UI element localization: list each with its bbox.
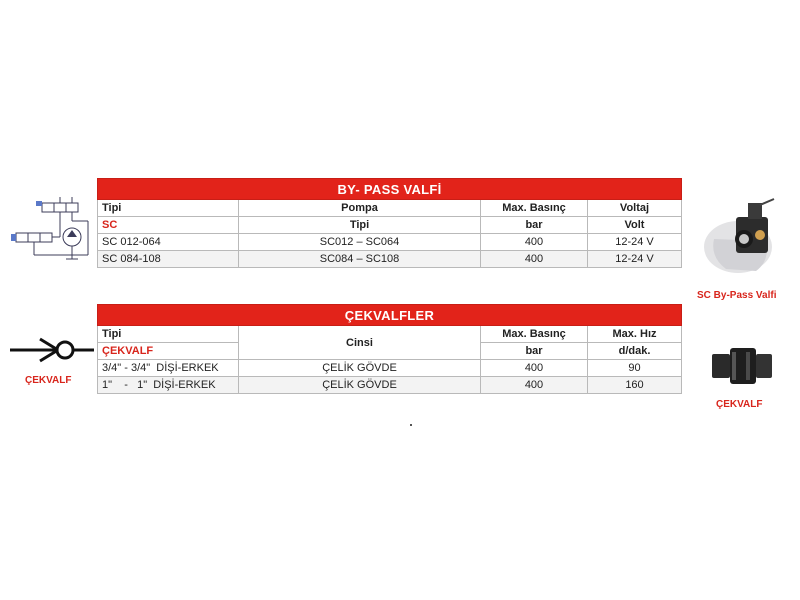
cell-basinc: 400 xyxy=(481,251,588,268)
cell-hiz: 160 xyxy=(588,377,682,394)
subheader-tipi: Tipi xyxy=(239,217,481,234)
table-row xyxy=(98,377,682,394)
cell-tipi: 1" - 1" DİŞİ-ERKEK xyxy=(98,377,239,394)
subheader-bar: bar xyxy=(481,343,588,360)
bypass-table-title: BY- PASS VALFİ xyxy=(98,179,682,200)
cell-voltaj: 12-24 V xyxy=(588,234,682,251)
check-valve-table-title: ÇEKVALFLER xyxy=(98,305,682,326)
cell-pompa: SC012 – SC064 xyxy=(239,234,481,251)
cell-basinc: 400 xyxy=(481,377,588,394)
col-header-max-basinc: Max. Basınç xyxy=(481,326,588,343)
col-header-max-hiz: Max. Hız xyxy=(588,326,682,343)
check-valve-left-caption: ÇEKVALF xyxy=(25,375,72,386)
cell-hiz: 90 xyxy=(588,360,682,377)
subheader-sc: SC xyxy=(98,217,239,234)
check-valve-right-caption: ÇEKVALF xyxy=(716,399,763,410)
cell-tipi: 3/4" - 3/4" DİŞİ-ERKEK xyxy=(98,360,239,377)
cell-voltaj: 12-24 V xyxy=(588,251,682,268)
cell-tipi: SC 012-064 xyxy=(98,234,239,251)
cell-basinc: 400 xyxy=(481,360,588,377)
check-valve-photo xyxy=(710,344,774,388)
col-header-max-basinc: Max. Basınç xyxy=(481,200,588,217)
col-header-tipi: Tipi xyxy=(98,200,239,217)
cell-basinc: 400 xyxy=(481,234,588,251)
subheader-bar: bar xyxy=(481,217,588,234)
cell-tipi: SC 084-108 xyxy=(98,251,239,268)
col-header-cinsi: Cinsi xyxy=(239,326,481,360)
subheader-volt: Volt xyxy=(588,217,682,234)
subheader-cekvalf: ÇEKVALF xyxy=(98,343,239,360)
bypass-valve-photo xyxy=(700,195,780,280)
col-header-voltaj: Voltaj xyxy=(588,200,682,217)
table-row xyxy=(98,234,682,251)
table-row xyxy=(98,251,682,268)
stray-mark xyxy=(410,424,412,426)
check-valve-table xyxy=(97,304,682,394)
col-header-pompa: Pompa xyxy=(239,200,481,217)
bypass-photo-caption: SC By-Pass Valfi xyxy=(697,290,777,301)
subheader-d-dak: d/dak. xyxy=(588,343,682,360)
check-valve-symbol-icon xyxy=(10,336,94,364)
cell-pompa: SC084 – SC108 xyxy=(239,251,481,268)
hydraulic-schematic-icon xyxy=(10,195,96,267)
cell-cinsi: ÇELİK GÖVDE xyxy=(239,360,481,377)
col-header-tipi: Tipi xyxy=(98,326,239,343)
table-row xyxy=(98,360,682,377)
cell-cinsi: ÇELİK GÖVDE xyxy=(239,377,481,394)
bypass-valve-table xyxy=(97,178,682,268)
